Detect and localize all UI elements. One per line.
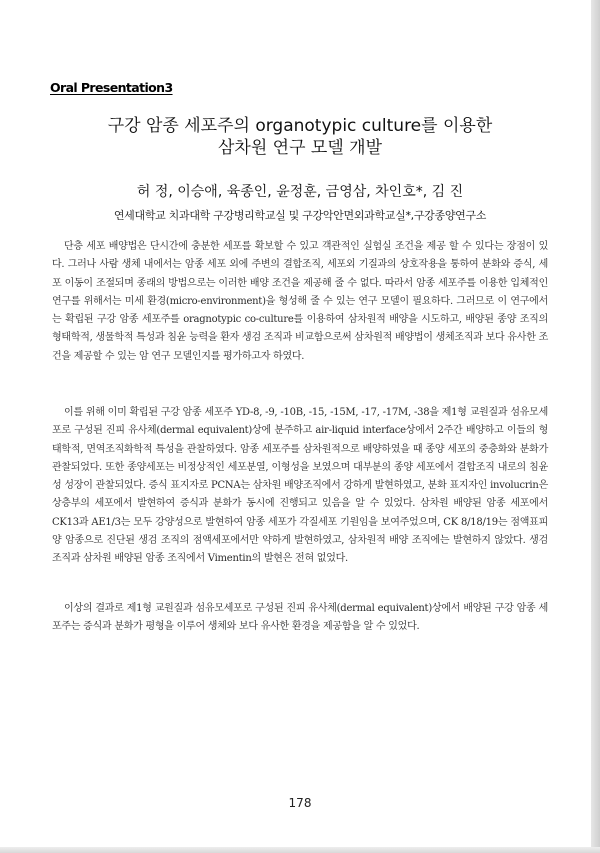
abstract-paragraph-1 bbox=[52, 238, 548, 366]
paragraph-text: 이상의 결과로 제1형 교원질과 섬유모세포로 구성된 진피 유사체(dermal equivalent)상에서 배양된 구강 암종 세포주는 증식과 분화가 평형을 이루어 생체와 보다 유사한 환경을 제공함을 알 수 있었다. bbox=[52, 603, 548, 633]
paragraph-text: 단층 세포 배양법은 단시간에 충분한 세포를 확보할 수 있고 객관적인 실험실 조건을 제공 할 수 있다는 장점이 있다. 그러나 사람 생체 내에서는 암종 세포 외에 주변의 결합조직, 세포외 기질과의 상호작용을 통하여 분화와 증식, 세포 이동이 조절되며 종래의 방법으로는 이러한 배양 조건을 제공해 줄 수 없다. 따라서 암종 세포주를 이용한 입체적인 연구를 위해서는 미세 환경(micro-environment)을 형성해 줄 수 있는 연구 모델이 필요하다. 그러므로 이 연구에서는 확립된 구강 암종 세포주를 oragnotypic co-culture를 이용하여 삼차원적 배양을 시도하고, 배양된 종양 조직의 형태학적, 생물학적 특성과 침윤 능력을 환자 생검 조직과 비교함으로써 삼차원적 배양법이 생체조직과 보다 유사한 조건을 제공할 수 있는 암 연구 모델인지를 평가하고자 하였다. bbox=[52, 241, 548, 362]
page-number: 178 bbox=[288, 796, 312, 810]
section-label: Oral Presentation3 bbox=[50, 80, 173, 95]
authors: 허 정, 이승애, 육종인, 윤정훈, 금영삼, 차인호*, 김 진 bbox=[136, 184, 464, 200]
paragraph-text: 이를 위해 이미 확립된 구강 암종 세포주 YD-8, -9, -10B, -15, -15M, -17, -17M, -38을 제1형 교원질과 섬유모세포로 구성된 진피 유사체(dermal equivalent)상에 분주하고 air-liquid interface상에서 2주간 배양하고 이들의 형태학적, 면역조직화학적 특성을 관찰하였다. 암종 세포주를 삼차원적으로 배양하였을 때 종양 세포의 중층화와 분화가 관찰되었다. 또한 종양세포는 비정상적인 세포분열, 이형성을 보였으며 대부분의 종양 세포에서 결합조직 내로의 침윤성 성장이 관찰되었다. 증식 표지자로 PCNA는 삼차원 배양조직에서 강하게 발현하였고, 분화 표지자인 involucrin은 상층부의 세포에서 발현하여 증식과 분화가 동시에 진행되고 있음을 알 수 있었다. 삼차원 배양된 암종 세포에서 CK13과 AE1/3는 모두 강양성으로 발현하여 암종 세포가 각질세포 기원임을 보여주었으며, CK 8/18/19는 점액표피양 암종으로 진단된 생검 조직의 점액세포에서만 약하게 발현하였고, 삼차원적 배양 조직에는 발현하지 않았다. 생검 조직과 삼차원 배양된 암종 조직에서 Vimentin의 발현은 전혀 없었다. bbox=[52, 407, 548, 565]
affiliation: 연세대학교 치과대학 구강병리학교실 및 구강악안면외과학교실*,구강종양연구소 bbox=[113, 209, 487, 222]
title-line-1: 구강 암종 세포주의 organotypic culture를 이용한 bbox=[107, 116, 493, 136]
title-line-2: 삼차원 연구 모델 개발 bbox=[217, 138, 382, 158]
page-bottom-shadow bbox=[0, 847, 600, 853]
page-edge-shadow bbox=[591, 0, 600, 853]
abstract-paragraph-3 bbox=[52, 600, 548, 637]
abstract-paragraph-2 bbox=[52, 404, 548, 569]
